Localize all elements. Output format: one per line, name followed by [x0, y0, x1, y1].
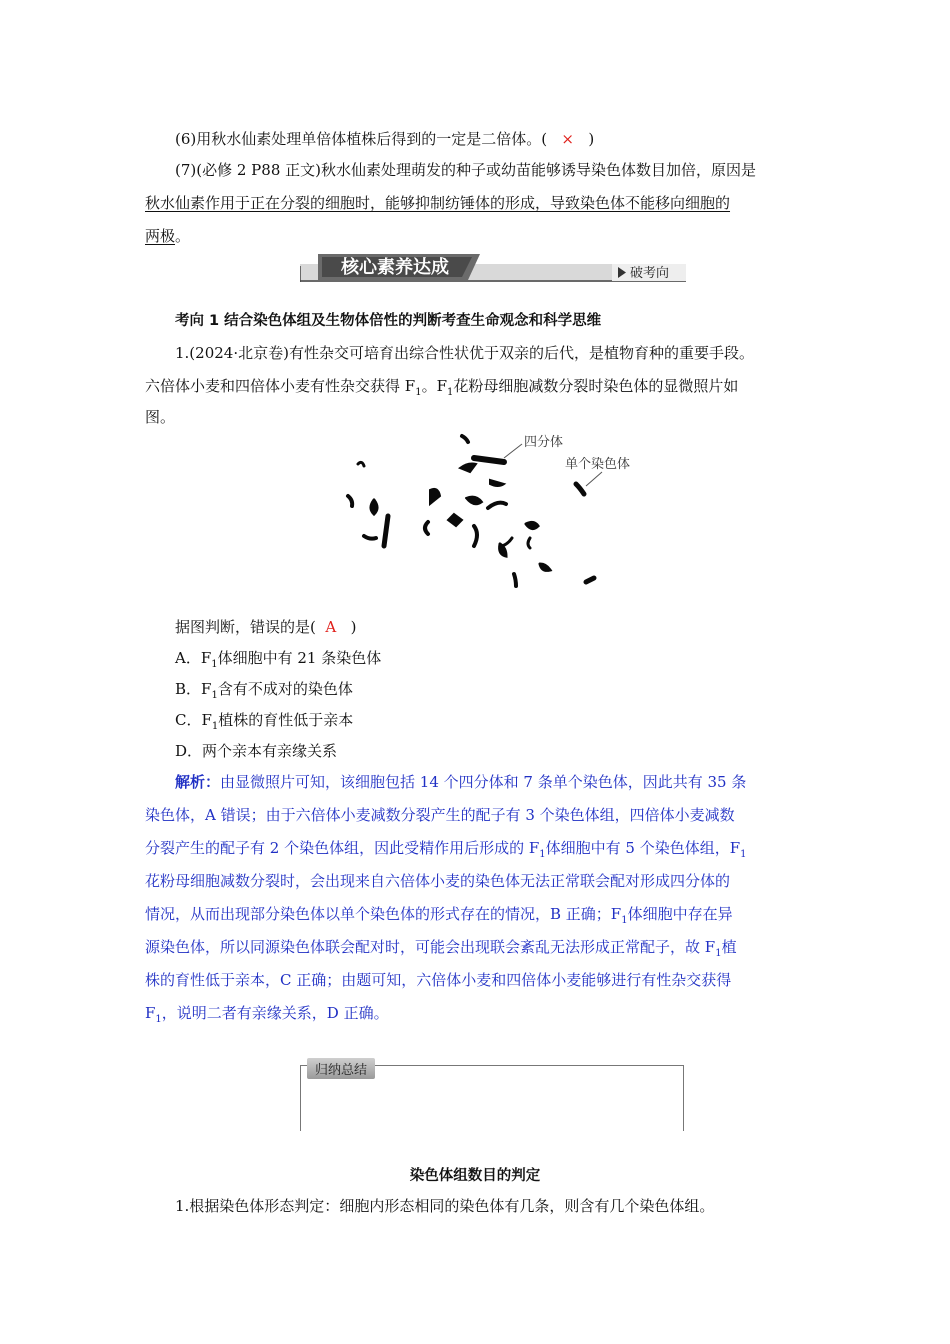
- judgment-6-close: ): [588, 130, 595, 148]
- option-d: [175, 741, 810, 761]
- option-c-pre: C．F: [175, 711, 212, 729]
- question-line-2: [145, 376, 810, 396]
- summary-title: 染色体组数目的判定: [409, 1168, 541, 1184]
- analysis-line-6: [145, 937, 810, 957]
- analysis-line-3: [145, 838, 810, 858]
- analysis-line-7: 株的育性低于亲本，C 正确；由题可知，六倍体小麦和四倍体小麦能够进行有性杂交获得: [145, 971, 732, 989]
- analysis-8-sub: 1: [155, 1014, 162, 1025]
- judgment-item-7-line1: (7)(必修 2 P88 正文)秋水仙素处理萌发的种子或幼苗能够诱导染色体数目加倍，原因是: [175, 161, 756, 179]
- prompt-close: ): [350, 618, 357, 636]
- question-line-1: 1.(2024·北京卷)有性杂交可培育出综合性状优于双亲的后代，是植物育种的重要手段。: [175, 344, 754, 362]
- analysis-5a: 情况，从而出现部分染色体以单个染色体的形式存在的情况，B 正确；F: [145, 905, 622, 923]
- summary-tag: 归纳总结: [307, 1058, 375, 1079]
- analysis-line-8: [145, 1003, 810, 1023]
- section-heading: 考向 1 结合染色体组及生物体倍性的判断考查生命观念和科学思维: [175, 313, 602, 329]
- banner-title: 核心素养达成: [341, 257, 449, 278]
- option-c-post: 植株的育性低于亲本: [218, 711, 354, 729]
- option-b-sub: 1: [211, 690, 218, 701]
- option-b-post: 含有不成对的染色体: [217, 680, 353, 698]
- prompt-text: 据图判断，错误的是(: [175, 618, 316, 636]
- summary-point-1: 1.根据染色体形态判定：细胞内形态相同的染色体有几条，则含有几个染色体组。: [175, 1197, 715, 1215]
- analysis-6a: 源染色体，所以同源染色体联会配对时，可能会出现联会紊乱无法形成正常配子，故 F: [145, 938, 716, 956]
- analysis-label: 解析：: [175, 773, 221, 791]
- analysis-5b: 体细胞中存在异: [627, 905, 733, 923]
- analysis-text-1: 由显微照片可知，该细胞包括 14 个四分体和 7 条单个染色体，因此共有 35 条: [220, 773, 747, 791]
- q-text-c: 花粉母细胞减数分裂时染色体的显微照片如: [453, 377, 739, 395]
- judgment-7-underlined-end: 两极: [145, 227, 176, 245]
- analysis-5-sub: 1: [621, 915, 628, 926]
- analysis-3b: 体细胞中有 5 个染色体组，F: [545, 839, 741, 857]
- banner-tag: 破考向: [630, 266, 670, 281]
- analysis-6-sub: 1: [715, 948, 722, 959]
- core-literacy-banner: [300, 252, 686, 284]
- q-sub-2: 1: [446, 387, 454, 398]
- option-c: [175, 710, 810, 730]
- chromosome-micrograph: [340, 428, 660, 598]
- question-line-3: 图。: [145, 408, 176, 426]
- q-sub-1: 1: [415, 387, 422, 398]
- label-tetrad: 四分体: [524, 435, 564, 450]
- option-d-pre: D．两个亲本有亲缘关系: [175, 742, 338, 760]
- judgment-item-6: [175, 129, 810, 149]
- analysis-3-sub: 1: [539, 849, 546, 860]
- label-single-chromosome: 单个染色体: [565, 457, 631, 472]
- judgment-6-text: (6)用秋水仙素处理单倍体植株后得到的一定是二倍体。(: [175, 130, 548, 148]
- analysis-3a: 分裂产生的配子有 2 个染色体组，因此受精作用后形成的 F: [145, 839, 540, 857]
- q-text-a: 六倍体小麦和四倍体小麦有性杂交获得 F: [145, 377, 416, 395]
- analysis-8b: ，说明二者有亲缘关系，D 正确。: [161, 1004, 389, 1022]
- analysis-line-4: 花粉母细胞减数分裂时，会出现来自六倍体小麦的染色体无法正常联会配对形成四分体的: [145, 872, 731, 890]
- analysis-line-1: [175, 772, 810, 792]
- analysis-line-2: 染色体，A 错误；由于六倍体小麦减数分裂产生的配子有 3 个染色体组，四倍体小麦减数: [145, 806, 735, 824]
- option-b-pre: B．F: [175, 680, 212, 698]
- option-b: [175, 679, 810, 699]
- option-c-sub: 1: [211, 721, 219, 732]
- wrong-mark: ×: [561, 130, 574, 148]
- q-text-b: 。F: [421, 377, 447, 395]
- judgment-7-period: 。: [175, 227, 191, 245]
- option-a: [175, 648, 810, 668]
- question-prompt: [175, 617, 810, 637]
- judgment-item-7-line2: 秋水仙素作用于正在分裂的细胞时，能够抑制纺锤体的形成，导致染色体不能移向细胞的: [145, 194, 731, 212]
- analysis-8a: F: [145, 1004, 156, 1022]
- option-a-pre: A．F: [175, 649, 212, 667]
- option-a-post: 体细胞中有 21 条染色体: [217, 649, 382, 667]
- judgment-item-7-line3: [145, 226, 810, 246]
- analysis-line-5: [145, 904, 810, 924]
- analysis-3-sub2: 1: [740, 849, 747, 860]
- option-a-sub: 1: [211, 659, 218, 670]
- answer-letter: A: [325, 618, 337, 636]
- summary-box: [300, 1062, 684, 1131]
- analysis-6b: 植: [721, 938, 737, 956]
